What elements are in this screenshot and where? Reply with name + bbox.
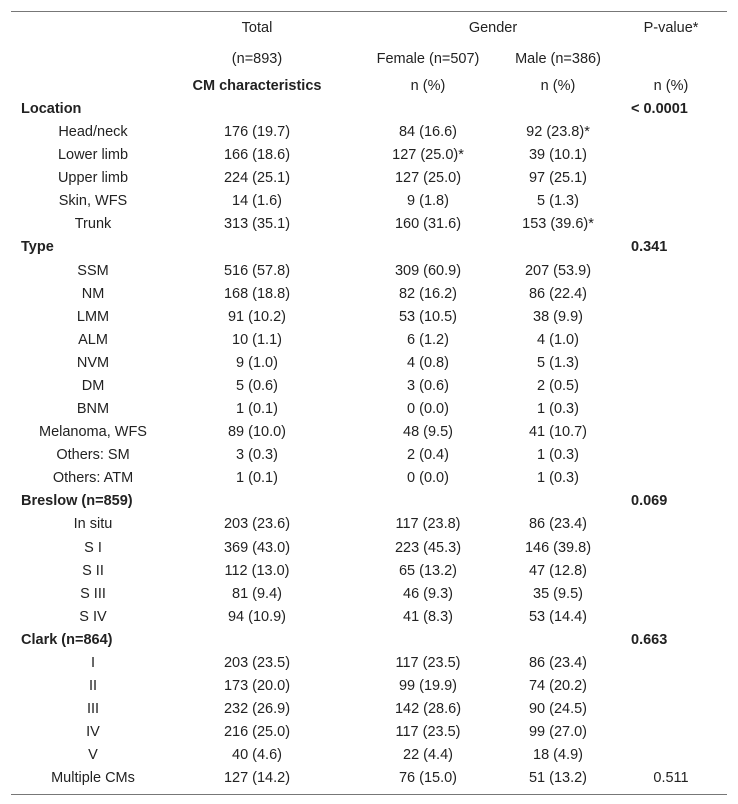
row-label: Head/neck (58, 124, 128, 141)
cell-male: 53 (14.4) (528, 608, 588, 625)
table-row (11, 283, 727, 306)
row-label: S I (84, 539, 102, 556)
cell-total: 166 (18.6) (223, 147, 291, 164)
cell-female: 223 (45.3) (394, 539, 462, 556)
cell-male: 86 (23.4) (528, 654, 588, 671)
row-label: S IV (79, 608, 107, 625)
cell-total: 10 (1.1) (232, 331, 282, 348)
row-label: Melanoma, WFS (39, 424, 147, 441)
cell-female: 2 (0.4) (407, 447, 449, 464)
row-label: II (88, 678, 98, 694)
section-row (11, 236, 727, 259)
cell-female: 160 (31.6) (394, 216, 462, 233)
cell-male: 1 (0.3) (537, 401, 579, 418)
row-label: Skin, WFS (58, 193, 128, 210)
section-pvalue: 0.341 (631, 239, 668, 256)
cell-total: 14 (1.6) (232, 193, 282, 210)
table-row (11, 375, 727, 398)
cell-male: 35 (9.5) (533, 585, 583, 602)
cell-male: 38 (9.9) (533, 308, 583, 325)
cell-female: 53 (10.5) (398, 308, 458, 325)
cell-female: 117 (23.5) (395, 724, 461, 741)
cell-female: 0 (0.0) (407, 401, 449, 418)
cell-male: 207 (53.9) (524, 262, 592, 279)
table-row (11, 698, 727, 721)
cell-total: 5 (0.6) (236, 377, 278, 394)
cell-male: 1 (0.3) (537, 447, 579, 464)
section-pvalue: 0.663 (631, 631, 668, 648)
cell-male: 4 (1.0) (537, 331, 579, 348)
cell-total: 313 (35.1) (223, 216, 291, 233)
cell-female: 84 (16.6) (398, 124, 458, 141)
cell-total: 127 (14.2) (223, 770, 291, 787)
row-label: Trunk (74, 216, 112, 233)
cell-female: 127 (25.0) (394, 170, 462, 187)
cell-male: 146 (39.8) (524, 539, 592, 556)
cell-male: 47 (12.8) (528, 562, 588, 579)
table-row (11, 167, 727, 190)
cell-male: 86 (23.4) (528, 516, 588, 533)
section-label: Breslow (n=859) (21, 493, 133, 510)
cell-female: 9 (1.8) (407, 193, 449, 210)
table-row (11, 560, 727, 583)
row-label: Others: SM (56, 447, 130, 464)
cell-male: 92 (23.8)* (526, 124, 590, 141)
row-label: LMM (76, 308, 110, 325)
row-label: Multiple CMs (51, 770, 135, 787)
cell-male: 39 (10.1) (528, 147, 588, 164)
table-row (11, 583, 727, 606)
row-label: NM (81, 285, 105, 302)
cell-total: 112 (13.0) (224, 562, 290, 579)
cell-total: 91 (10.2) (227, 308, 287, 325)
cell-total: 1 (0.1) (236, 401, 278, 418)
cell-female: 99 (19.9) (398, 678, 458, 694)
table-row (11, 513, 727, 536)
cell-total: 216 (25.0) (223, 724, 291, 741)
cell-total: 516 (57.8) (223, 262, 291, 279)
header-row-2 (11, 48, 727, 71)
section-row (11, 490, 727, 513)
row-label: IV (86, 724, 100, 741)
header-npct-male: n (%) (540, 78, 576, 94)
section-row (11, 629, 727, 652)
header-n-total: (n=893) (231, 51, 283, 67)
row-label: S III (80, 585, 106, 602)
header-gender: Gender (468, 20, 518, 36)
section-row (11, 98, 727, 121)
cell-male: 90 (24.5) (528, 701, 588, 718)
header-cm-characteristics: CM characteristics (192, 78, 322, 94)
cell-female: 76 (15.0) (398, 770, 458, 787)
cell-male: 2 (0.5) (537, 377, 579, 394)
section-label: Location (21, 101, 82, 117)
table-row (11, 721, 727, 744)
header-row-1 (11, 17, 727, 40)
table-row (11, 675, 727, 698)
row-label: Lower limb (57, 147, 129, 164)
cell-female: 65 (13.2) (398, 562, 458, 579)
header-male: Male (n=386) (515, 51, 601, 67)
cell-total: 173 (20.0) (223, 678, 291, 694)
cell-female: 0 (0.0) (407, 470, 449, 487)
cell-male: 74 (20.2) (528, 678, 588, 694)
table-row (11, 652, 727, 675)
row-label: Others: ATM (52, 470, 134, 487)
cell-total: 40 (4.6) (232, 747, 282, 764)
row-label: BNM (76, 401, 110, 418)
row-label: V (88, 747, 98, 764)
table-row (11, 213, 727, 236)
cell-female: 117 (23.8) (395, 516, 461, 533)
cell-total: 3 (0.3) (236, 447, 278, 464)
cell-female: 4 (0.8) (407, 354, 449, 371)
cell-female: 117 (23.5) (395, 654, 461, 671)
cell-male: 5 (1.3) (537, 354, 579, 371)
cell-female: 3 (0.6) (407, 377, 449, 394)
table-row (11, 421, 727, 444)
section-label: Type (21, 239, 54, 256)
cell-total: 1 (0.1) (236, 470, 278, 487)
table-row (11, 121, 727, 144)
cell-male: 97 (25.1) (528, 170, 588, 187)
header-row-3 (11, 75, 727, 98)
cell-male: 99 (27.0) (528, 724, 588, 741)
header-female: Female (n=507) (376, 51, 480, 67)
cell-female: 309 (60.9) (394, 262, 462, 279)
cell-total: 232 (26.9) (223, 701, 291, 718)
table-row (11, 606, 727, 629)
cell-female: 48 (9.5) (403, 424, 453, 441)
table-row (11, 537, 727, 560)
cell-male: 18 (4.9) (533, 747, 583, 764)
table-row (11, 744, 727, 767)
cell-male: 86 (22.4) (528, 285, 588, 302)
cell-total: 369 (43.0) (223, 539, 291, 556)
header-total: Total (241, 20, 273, 36)
cell-total: 203 (23.5) (223, 654, 291, 671)
cell-male: 5 (1.3) (537, 193, 579, 210)
cell-pvalue: 0.511 (653, 770, 689, 787)
row-label: I (90, 654, 96, 671)
cm-characteristics-table (11, 11, 727, 795)
cell-female: 142 (28.6) (394, 701, 462, 718)
cell-total: 89 (10.0) (227, 424, 287, 441)
cell-total: 168 (18.8) (223, 285, 291, 302)
cell-total: 9 (1.0) (236, 354, 278, 371)
table-row (11, 352, 727, 375)
cell-total: 176 (19.7) (223, 124, 291, 141)
table-row (11, 398, 727, 421)
cell-female: 46 (9.3) (403, 585, 453, 602)
row-label: Upper limb (57, 170, 129, 187)
cell-female: 22 (4.4) (403, 747, 453, 764)
cell-total: 224 (25.1) (223, 170, 291, 187)
header-pvalue: P-value* (643, 20, 699, 36)
table-row (11, 144, 727, 167)
table-row (11, 444, 727, 467)
row-label: NVM (76, 354, 110, 371)
row-label: ALM (78, 331, 108, 348)
cell-female: 82 (16.2) (398, 285, 458, 302)
section-label: Clark (n=864) (21, 631, 113, 648)
cell-total: 203 (23.6) (223, 516, 291, 533)
row-label: S II (82, 562, 104, 579)
row-label: In situ (73, 516, 113, 533)
cell-female: 6 (1.2) (407, 331, 449, 348)
cell-male: 153 (39.6)* (522, 216, 594, 233)
row-label: DM (81, 377, 105, 394)
section-pvalue: 0.069 (631, 493, 668, 510)
table-row (11, 260, 727, 283)
cell-female: 41 (8.3) (403, 608, 453, 625)
cell-total: 81 (9.4) (232, 585, 282, 602)
section-pvalue: < 0.0001 (631, 101, 688, 117)
header-npct-p: n (%) (653, 78, 689, 94)
header-npct-female: n (%) (410, 78, 446, 94)
row-label: SSM (77, 262, 109, 279)
table-row (11, 767, 727, 790)
table-row (11, 190, 727, 213)
cell-female: 127 (25.0)* (392, 147, 464, 164)
table-row (11, 306, 727, 329)
cell-male: 1 (0.3) (537, 470, 579, 487)
cell-total: 94 (10.9) (227, 608, 287, 625)
cell-male: 41 (10.7) (528, 424, 588, 441)
row-label: III (86, 701, 100, 718)
table-row (11, 329, 727, 352)
table-row (11, 467, 727, 490)
cell-male: 51 (13.2) (528, 770, 588, 787)
